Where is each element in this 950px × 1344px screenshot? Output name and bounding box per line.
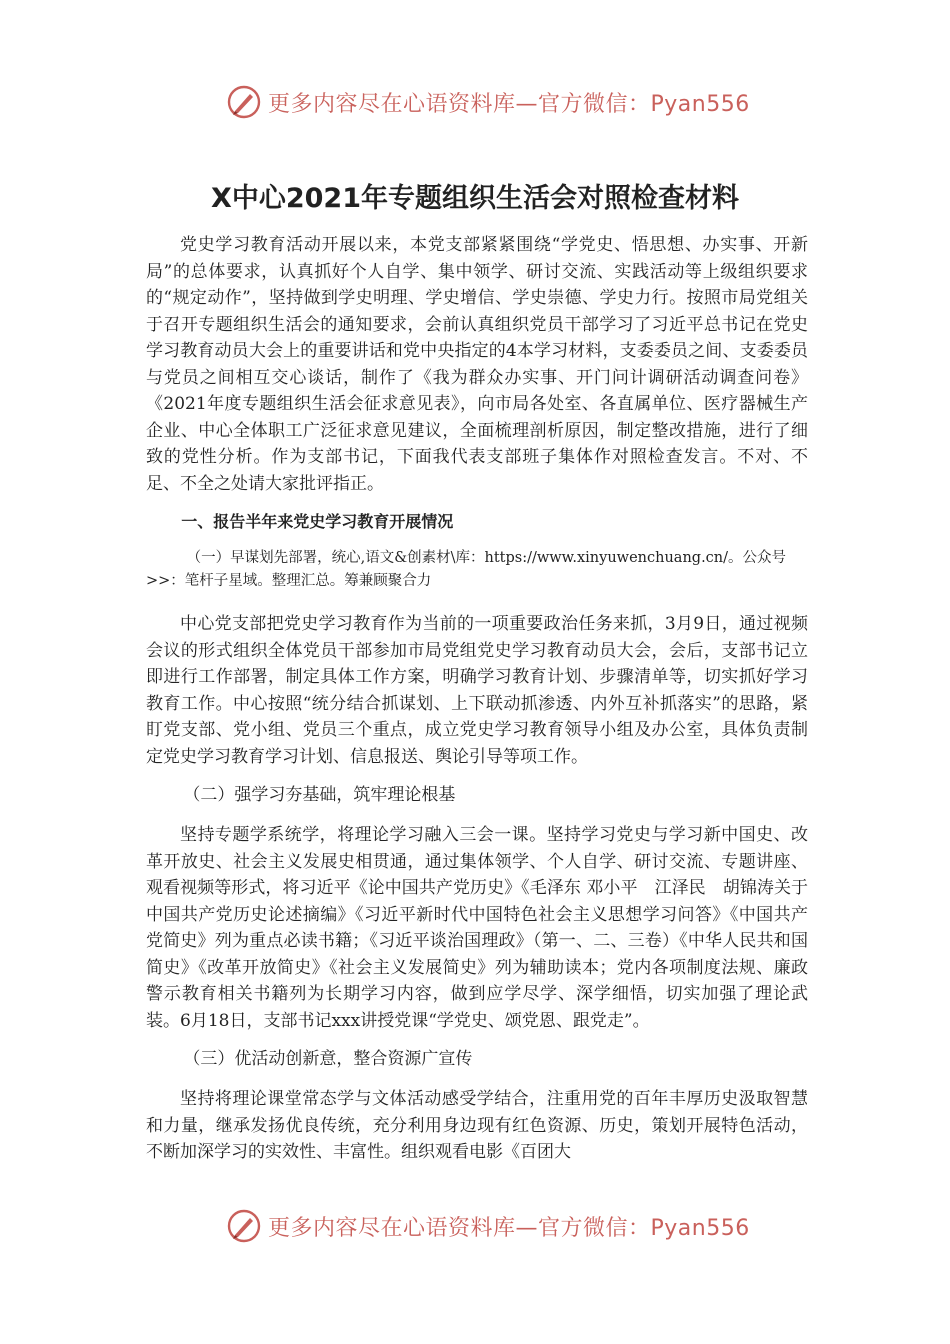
- banner-text: 更多内容尽在心语资料库—官方微信：Pyan556: [268, 1215, 750, 1241]
- subsection-3-body: 坚持将理论课堂常态学与文体活动感受学结合，注重用党的百年丰厚历史汲取智慧和力量，继承发扬优良传统，充分利用身边现有红色资源、历史，策划开展特色活动，不断加深学习的实效性、丰富性。组织观看电影《百团大: [146, 1089, 808, 1162]
- subsection-1-body: 中心党支部把党史学习教育作为当前的一项重要政治任务来抓，3月9日，通过视频会议的形式组织全体党员干部参加市局党组党史学习教育动员大会，会后，支部书记立即进行工作部署，制定具体工作方案，明确学习教育计划、步骤清单等，切实抓好学习教育工作。中心按照“统分结合抓谋划、上下联动抓渗透、内外互补抓落实”的思路，紧盯党支部、党小组、党员三个重点，成立党史学习教育领导小组及办公室，具体负责制定党史学习教育学习计划、信息报送、舆论引导等项工作。: [146, 614, 808, 767]
- banner-text: 更多内容尽在心语资料库—官方微信：Pyan556: [268, 91, 750, 117]
- footer-banner: [226, 1208, 750, 1244]
- section-1-heading: 一、报告半年来党史学习教育开展情况: [181, 512, 454, 531]
- subsection-2-body: 坚持专题学系统学，将理论学习融入三会一课。坚持学习党史与学习新中国史、改革开放史、社会主义发展史相贯通，通过集体领学、个人自学、研讨交流、专题讲座、观看视频等形式，将习近平《论中国共产党历史》《毛泽东 邓小平 江泽民 胡锦涛关于中国共产党历史论述摘编》《习近平新时代中国特色社会主义思想学习问答》《中国共产党简史》列为重点必读书籍；《习近平谈治国理政》（第一、二、三卷）《中华人民共和国简史》《改革开放简史》《社会主义发展简史》列为辅助读本；党内各项制度法规、廉政警示教育相关书籍列为长期学习内容，做到应学尽学、深学细悟，切实加强了理论武装。6月18日，支部书记xxx讲授党课“学党史、颂党恩、跟党走”。: [146, 825, 808, 1031]
- header-banner: [226, 84, 750, 120]
- intro-paragraph: 党史学习教育活动开展以来，本党支部紧紧围绕“学党史、悟思想、办实事、开新局”的总体要求，认真抓好个人自学、集中领学、研讨交流、实践活动等上级组织要求的“规定动作”，坚持做到学史明理、学史增信、学史崇德、学史力行。按照市局党组关于召开专题组织生活会的通知要求，会前认真组织党员干部学习了习近平总书记在党史学习教育动员大会上的重要讲话和党中央指定的4本学习材料，支委委员之间、支委委员与党员之间相互交心谈话，制作了《我为群众办实事、开门问计调研活动调查问卷》《2021年度专题组织生活会征求意见表》，向市局各处室、各直属单位、医疗器械生产企业、中心全体职工广泛征求意见建议，全面梳理剖析原因，制定整改措施，进行了细致的党性分析。作为支部书记，下面我代表支部班子集体作对照检查发言。不对、不足、不全之处请大家批评指正。: [146, 235, 808, 494]
- document-body: [146, 232, 808, 1178]
- subsection-3-heading: （三）优活动创新意，整合资源广宣传: [183, 1049, 473, 1069]
- document-title: X中心2021年专题组织生活会对照检查材料: [211, 183, 739, 214]
- subsection-2-heading: （二）强学习夯基础，筑牢理论根基: [183, 785, 456, 805]
- pen-logo-icon: [226, 84, 262, 120]
- subsection-1-heading: （一）早谋划先部署，统心,语文&创素材\库：https://www.xinyuwenchuang.cn/。公众号>>：笔杆子星域。整理汇总。筹兼顾聚合力: [146, 550, 787, 589]
- pen-logo-icon: [226, 1208, 262, 1244]
